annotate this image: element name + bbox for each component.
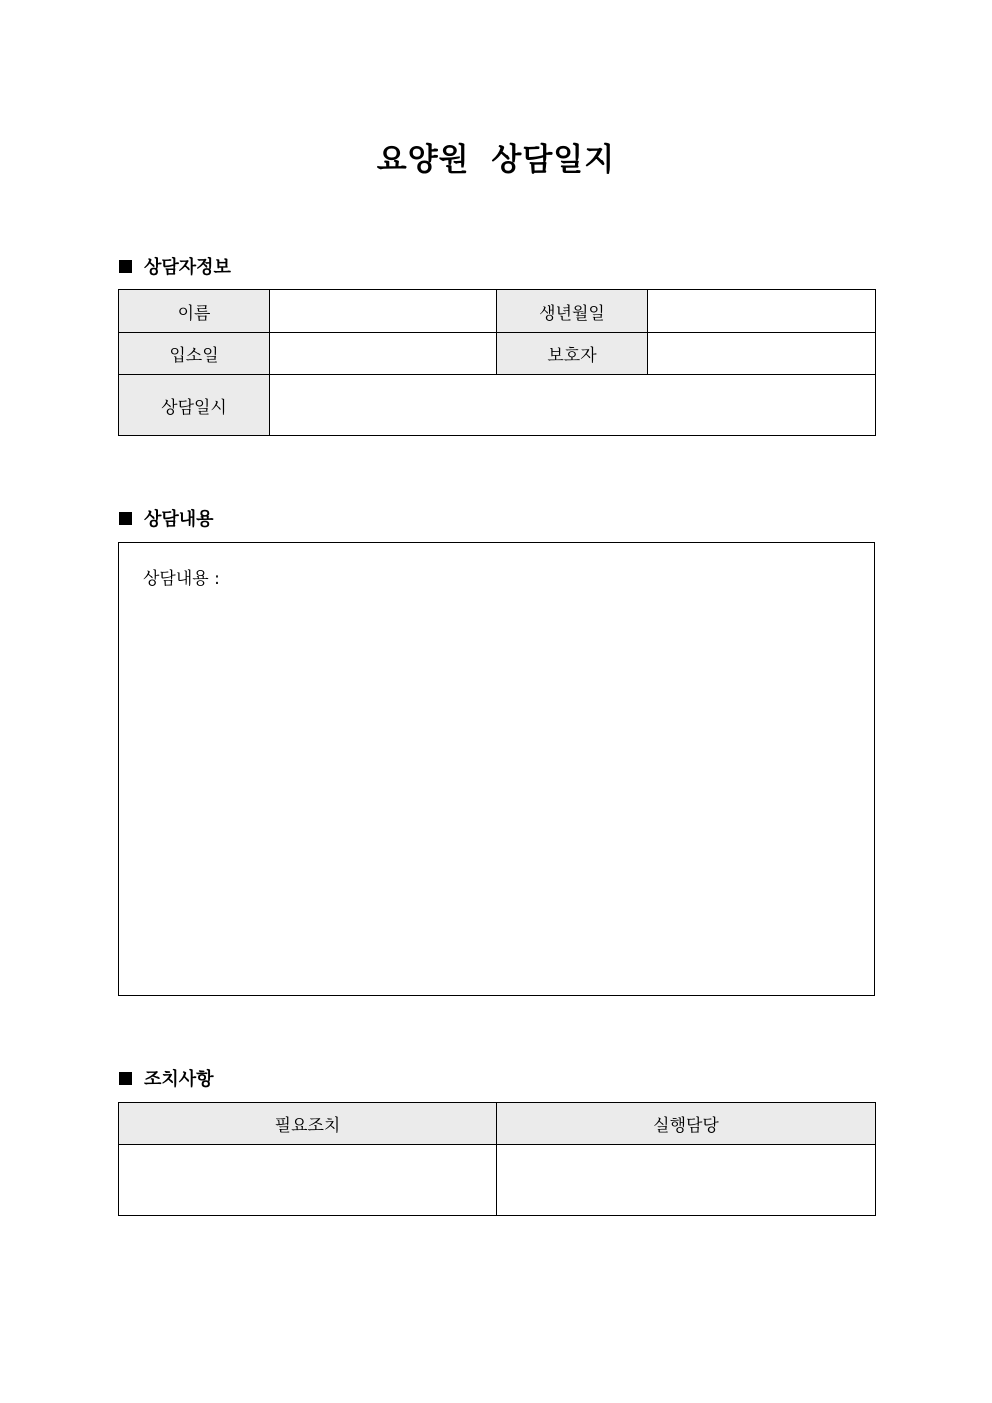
column-header-required-action: 필요조치 <box>119 1103 497 1145</box>
admission-date-field[interactable] <box>270 333 497 375</box>
counselee-info-table <box>118 289 876 436</box>
square-bullet-icon <box>119 260 132 273</box>
admission-date-label: 입소일 <box>119 333 270 375</box>
actions-table <box>118 1102 876 1216</box>
table-row <box>119 375 876 436</box>
table-row <box>119 1145 876 1216</box>
required-action-field[interactable] <box>119 1145 497 1216</box>
table-header-row <box>119 1103 876 1145</box>
guardian-field[interactable] <box>648 333 876 375</box>
section-heading-actions <box>119 1065 214 1091</box>
name-field[interactable] <box>270 290 497 333</box>
section-heading-label: 조치사항 <box>144 1069 214 1090</box>
column-header-assignee: 실행담당 <box>497 1103 876 1145</box>
guardian-label: 보호자 <box>497 333 648 375</box>
section-heading-counsel-content <box>119 505 214 531</box>
section-heading-label: 상담자정보 <box>144 257 231 278</box>
assignee-field[interactable] <box>497 1145 876 1216</box>
square-bullet-icon <box>119 1072 132 1085</box>
section-heading-counselee-info <box>119 253 231 279</box>
counsel-content-label: 상담내용 : <box>143 569 220 589</box>
birthdate-field[interactable] <box>648 290 876 333</box>
counsel-datetime-label: 상담일시 <box>119 375 270 436</box>
section-heading-label: 상담내용 <box>144 509 214 530</box>
table-row <box>119 333 876 375</box>
page-title: 요양원 상담일지 <box>376 142 616 178</box>
table-row <box>119 290 876 333</box>
square-bullet-icon <box>119 512 132 525</box>
counsel-datetime-field[interactable] <box>270 375 876 436</box>
name-label: 이름 <box>119 290 270 333</box>
counsel-content-box[interactable] <box>118 542 875 996</box>
birthdate-label: 생년월일 <box>497 290 648 333</box>
